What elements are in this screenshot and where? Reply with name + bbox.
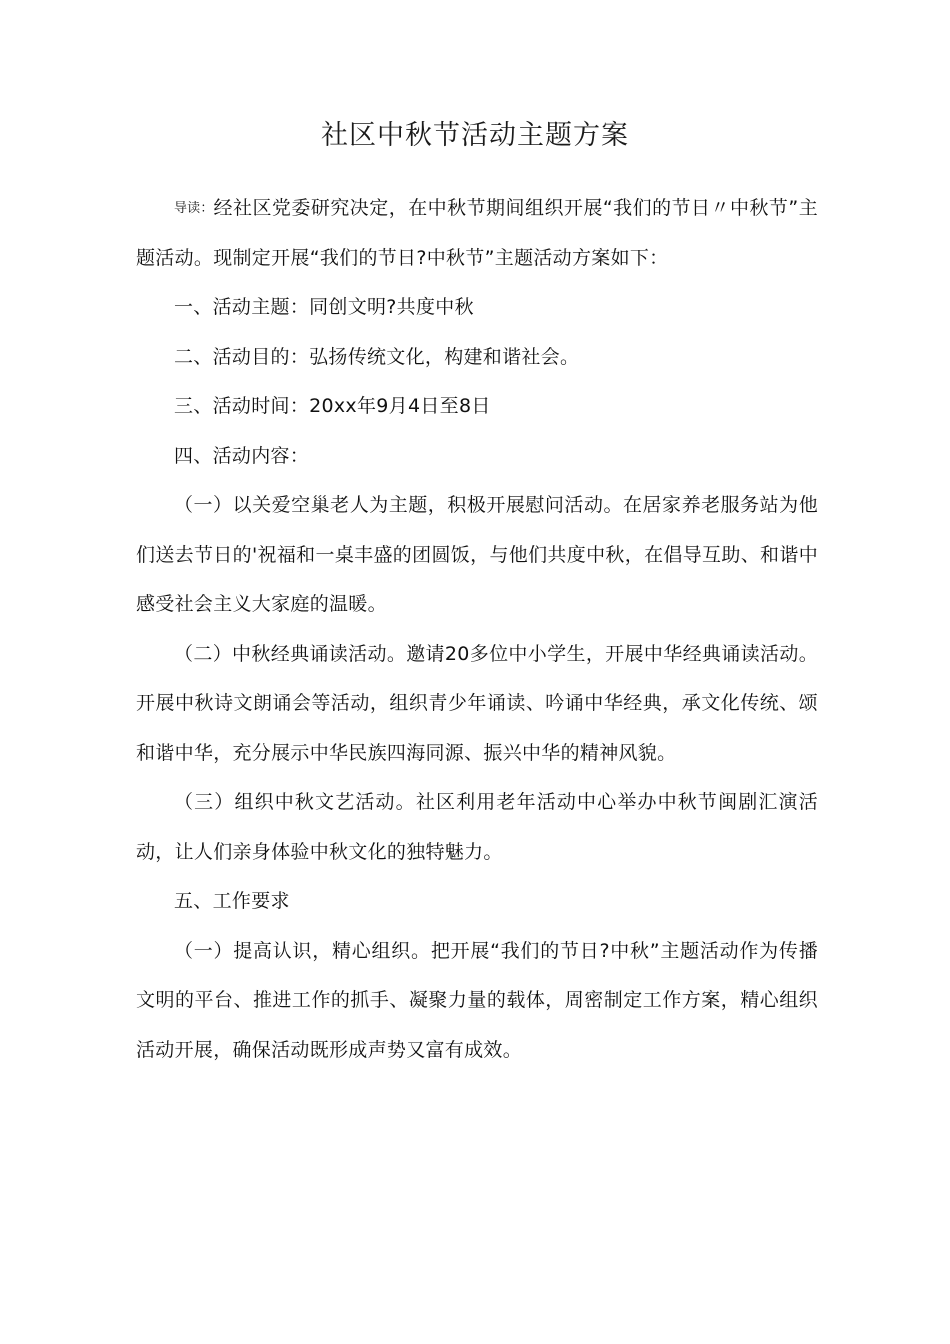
requirement-item-1: （一）提高认识，精心组织。把开展“我们的节日?中秋”主题活动作为传播文明的平台、推进工作的抓手、凝聚力量的载体，周密制定工作方案，精心组织活动开展，确保活动既形成声势又富有成效。 xyxy=(136,939,818,1061)
intro-tag: 导读： xyxy=(174,201,214,216)
intro-paragraph xyxy=(136,184,818,283)
document-title: 社区中秋节活动主题方案 xyxy=(321,120,629,151)
section-time: 三、活动时间：20xx年9月4日至8日 xyxy=(174,395,491,417)
content-item-3: （三）组织中秋文艺活动。社区利用老年活动中心举办中秋节闽剧汇演活动，让人们亲身体验中秋文化的独特魅力。 xyxy=(136,791,818,863)
content-item-1: （一）以关爱空巢老人为主题，积极开展慰问活动。在居家养老服务站为他们送去节日的'祝福和一桌丰盛的团圆饭，与他们共度中秋，在倡导互助、和谐中感受社会主义大家庭的温暖。 xyxy=(136,494,818,615)
section-theme: 一、活动主题：同创文明?共度中秋 xyxy=(174,296,474,318)
section-requirements-heading: 五、工作要求 xyxy=(174,890,290,912)
intro-text: 经社区党委研究决定，在中秋节期间组织开展“我们的节日〃中秋节”主题活动。现制定开展“我们的节日?中秋节”主题活动方案如下： xyxy=(136,197,818,269)
document-body xyxy=(136,184,818,1075)
content-item-2: （二）中秋经典诵读活动。邀请20多位中小学生，开展中华经典诵读活动。开展中秋诗文朗诵会等活动，组织青少年诵读、吟诵中华经典，承文化传统、颂和谐中华，充分展示中华民族四海同源、振兴中华的精神风貌。 xyxy=(136,642,818,764)
section-purpose: 二、活动目的：弘扬传统文化，构建和谐社会。 xyxy=(174,345,580,368)
section-content-heading: 四、活动内容： xyxy=(174,444,310,467)
